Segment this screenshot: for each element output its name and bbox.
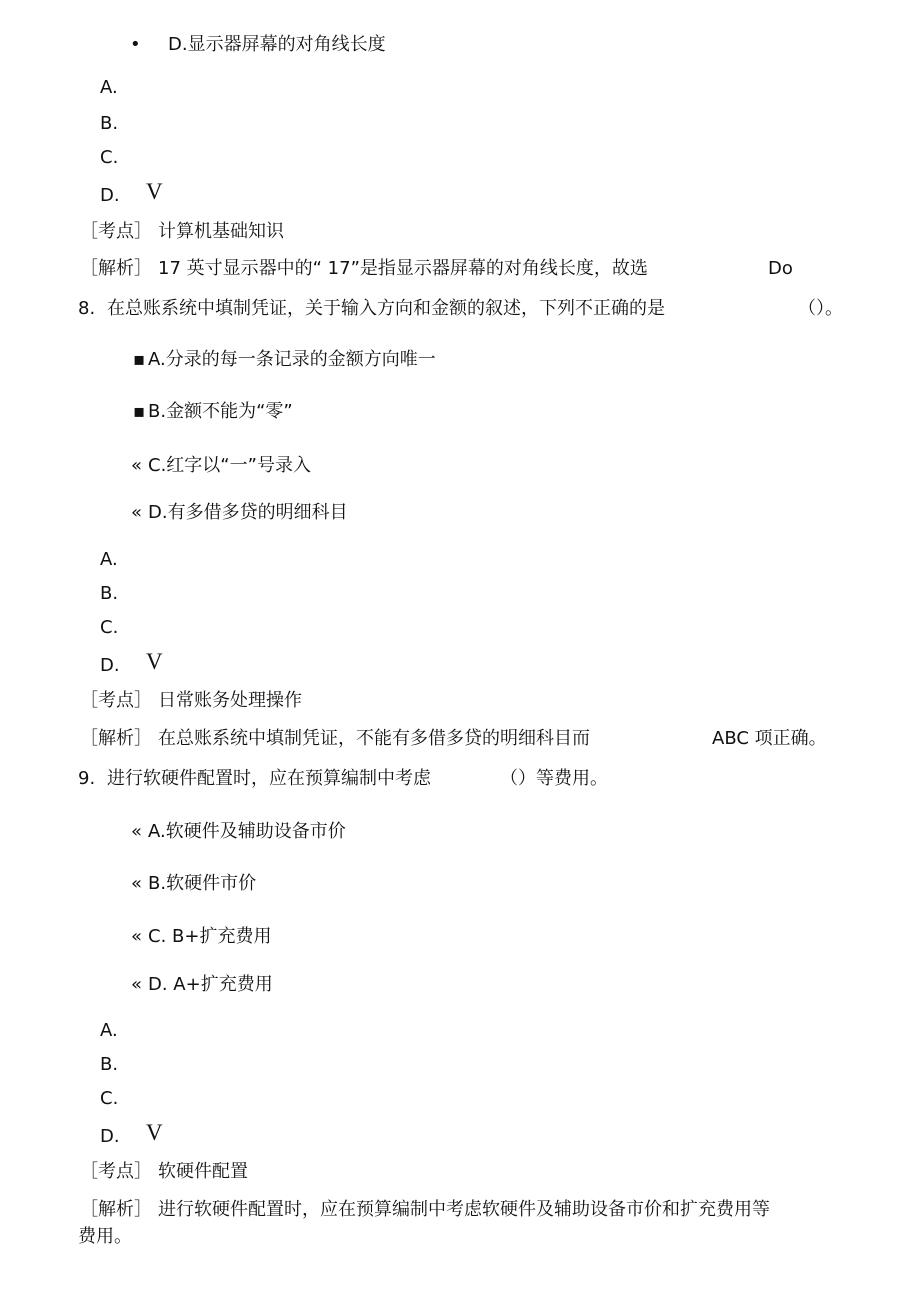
answer-d: D. [100,1126,120,1147]
option-bullet: ▪ [133,401,146,422]
answer-d: D. [100,655,120,676]
kaodian-text: 计算机基础知识 [158,221,284,242]
question-stem: 进行软硬件配置时，应在预算编制中考虑 [107,768,431,789]
option-text: D.显示器屏幕的对角线长度 [168,34,386,55]
question-paren: （）等费用。 [500,768,608,789]
option-bullet: ▪ [133,349,146,370]
question-number: 8. [78,298,96,319]
answer-a: A. [100,549,118,570]
option-bullet: « [131,926,143,947]
jiexi-text: 17 英寸显示器中的“ 17”是指显示器屏幕的对角线长度，故选 [158,258,648,279]
option-bullet: • [130,34,141,55]
option-text: D.有多借多贷的明细科目 [148,502,348,523]
answer-a: A. [100,77,118,98]
jiexi-tail: ABC 项正确。 [712,728,827,749]
jiexi-tail: Do [768,258,793,279]
kaodian-label: ［考点］ [80,1161,152,1182]
option-bullet: « [131,502,143,523]
option-text: B.金额不能为“零” [148,401,293,422]
answer-a: A. [100,1020,118,1041]
correct-mark: V [146,179,163,204]
question-paren: （）。 [798,298,843,319]
option-bullet: « [131,974,143,995]
question-stem: 在总账系统中填制凭证，关于输入方向和金额的叙述，下列不正确的是 [107,298,665,319]
option-text: D. A+扩充费用 [148,974,273,995]
kaodian-text: 日常账务处理操作 [158,690,302,711]
kaodian-text: 软硬件配置 [158,1161,248,1182]
option-bullet: « [131,821,143,842]
jiexi-line2: 费用。 [78,1226,132,1247]
answer-c: C. [100,1088,119,1109]
correct-mark: V [146,649,163,674]
kaodian-label: ［考点］ [80,221,152,242]
correct-mark: V [146,1120,163,1145]
option-text: A.分录的每一条记录的金额方向唯一 [148,349,436,370]
option-text: B.软硬件市价 [148,873,257,894]
kaodian-label: ［考点］ [80,690,152,711]
jiexi-label: ［解析］ [80,1199,152,1220]
option-text: A.软硬件及辅助设备市价 [148,821,346,842]
option-text: C. B+扩充费用 [148,926,272,947]
question-number: 9. [78,768,96,789]
answer-b: B. [100,1054,119,1075]
answer-b: B. [100,583,119,604]
jiexi-text: 在总账系统中填制凭证，不能有多借多贷的明细科目而 [158,728,590,749]
answer-d: D. [100,185,120,206]
option-bullet: « [131,873,143,894]
answer-c: C. [100,617,119,638]
option-text: C.红字以“一”号录入 [148,455,311,476]
jiexi-label: ［解析］ [80,258,152,279]
answer-c: C. [100,147,119,168]
jiexi-text: 进行软硬件配置时，应在预算编制中考虑软硬件及辅助设备市价和扩充费用等 [158,1199,770,1220]
answer-b: B. [100,113,119,134]
option-bullet: « [131,455,143,476]
jiexi-label: ［解析］ [80,728,152,749]
